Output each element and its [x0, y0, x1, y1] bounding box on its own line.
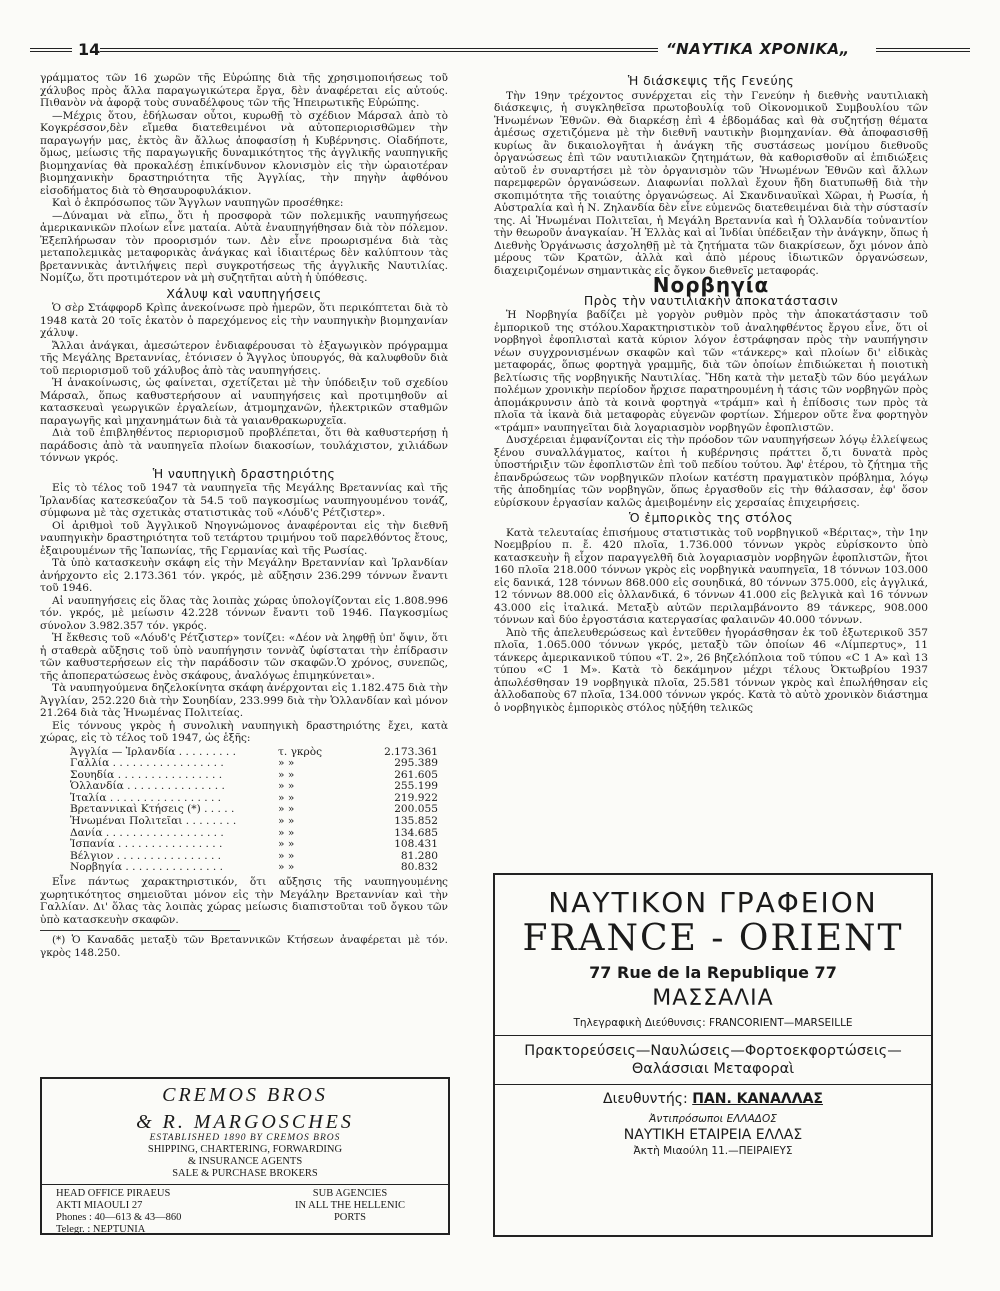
unit-cell: τ. γκρὸς — [278, 745, 323, 758]
country-cell: Σουηδία . . . . . . . . . . . . . . . . — [70, 768, 223, 781]
unit-cell: » » — [278, 849, 295, 862]
value-cell: 135.852 — [394, 815, 438, 828]
ad-divider — [42, 1184, 448, 1185]
page-header — [30, 40, 970, 62]
unit-cell: » » — [278, 826, 295, 839]
paragraph: Καὶ ὁ ἐκπρόσωπος τῶν Ἄγγλων ναυπηγῶν προσέθηκε: — [52, 197, 344, 209]
ad-services-3: SALE & PURCHASE BROKERS — [172, 1168, 318, 1179]
country-cell: Ἀγγλία — Ἰρλανδία . . . . . . . . . — [70, 745, 237, 758]
header-rule-middle — [100, 48, 658, 52]
value-cell: 81.280 — [400, 849, 438, 862]
paragraph: Ἡ ἔκθεσις τοῦ «Λόυδ'ς Ρέτζιστερ» τονίζει: «Δέον νὰ ληφθῇ ὑπ' ὄψιν, ὅτι ἡ σταθερὰ αὔξησις τοῦ ὑπὸ ναυπήγησιν τοννὰζ ὑφίσταται τὴν ἐπίδρασιν τῶν καθυστερήσεων εἰς τὴν παράδοσιν τῶν σκαφῶν.Ὁ χρόνος, συνεπῶς, τῆς ἀποπερατώσεως ἑνὸς σκάφους, ἀναλόγως ἐπιμηκύνεται». — [40, 632, 448, 682]
tonnage-table — [40, 747, 448, 875]
ad-representatives-label: Ἀντιπρόσωποι ΕΛΛΑΔΟΣ — [649, 1113, 777, 1125]
country-cell: Νορβηγία . . . . . . . . . . . . . . . — [70, 861, 224, 874]
paragraph: Δυσχέρειαι ἐμφανίζονται εἰς τὴν πρόοδον τῶν ναυπηγήσεων λόγῳ ἐλλείψεως ξένου συναλλάγματος, καίτοι ἡ κυβέρνησις πράττει ὅ,τι δυνατὰ πρὸς ὑποστήριξιν τῶν ἐφοπλιστῶν ἐπὶ τοῦ πεδίου τούτου. Ἀφ' ἑτέρου, τὸ ζήτημα τῆς ἐπανδρώσεως τῶν νορβηγικῶν πλοίων κατέστη πραγματικὸν πρόβλημα, λόγῳ τῆς ἀποδημίας τῶν νορβηγῶν, ὅπως ἐργασθοῦν εἰς τὴν θάλασσαν, ἐφ' ὅσον εὑρίσκουν ἐργασίαν καλῶς ἀμειβομένην εἰς χερσαίας ἐπιχειρήσεις. — [494, 434, 928, 509]
section-heading: Ὁ ἐμπορικὸς της στόλος — [629, 510, 793, 525]
cremos-bros-advertisement — [40, 1077, 450, 1235]
right-column — [494, 72, 928, 714]
country-cell: Ἰταλία . . . . . . . . . . . . . . . . . — [70, 791, 222, 804]
ad-telegraph: Telegr. : NEPTUNIA — [56, 1224, 146, 1235]
paragraph: Τὰ ναυπηγούμενα δηζελοκίνητα σκάφη ἀνέρχονται εἰς 1.182.475 διὰ τὴν Ἀγγλίαν, 252.220 διὰ τὴν Σουηδίαν, 233.999 διὰ τὴν Ὁλλανδίαν καὶ μόνον 21.264 διὰ τὰς Ἡνωμένας Πολιτείας. — [40, 682, 448, 719]
section-heading: Ἡ ναυπηγικὴ δραστηριότης — [152, 465, 336, 481]
unit-cell: » » — [278, 780, 295, 793]
paragraph: Τὰ ὑπὸ κατασκευὴν σκάφη εἰς τὴν Μεγάλην Βρεταννίαν καὶ Ἰρλανδίαν ἀνήρχοντο εἰς 2.173.361 τόν. γκρός, μὲ αὔξησιν 236.299 τόννων ἔναντι τοῦ 1946. — [40, 557, 448, 594]
value-cell: 80.832 — [400, 861, 438, 874]
country-cell: Γαλλία . . . . . . . . . . . . . . . . . — [70, 757, 224, 770]
page-number: 14 — [78, 40, 101, 59]
ad-divider — [495, 1084, 931, 1085]
footnote: (*) Ὁ Καναδᾶς μεταξὺ τῶν Βρεταννικῶν Κτήσεων ἀναφέρεται μὲ τόν. γκρὸς 148.250. — [40, 934, 448, 959]
value-cell: 108.431 — [394, 838, 438, 851]
unit-cell: » » — [278, 815, 295, 828]
ad-services: Πρακτορεύσεις—Ναυλώσεις—Φορτοεκφορτώσεις—Θαλάσσιαι Μεταφοραὶ — [524, 1043, 902, 1077]
ad-text: HEAD OFFICE PIRAEUS — [56, 1188, 171, 1199]
paragraph: Οἱ ἀριθμοὶ τοῦ Ἀγγλικοῦ Νηογνώμονος ἀναφέρονται εἰς τὴν διεθνῆ ναυπηγικὴν δραστηριότητα τοῦ τετάρτου τριμήνου τοῦ παρελθόντος ἔτους, ἐξαιρουμένων τῆς Ἰαπωνίας, τῆς Γερμανίας καὶ τῆς Ρωσίας. — [40, 519, 448, 557]
paragraph: —Μέχρις ὅτου, ἐδήλωσαν οὗτοι, κυρωθῇ τὸ σχέδιον Μάρσαλ ἀπὸ τὸ Κογκρέσσον,δὲν εἴμεθα διατεθειμένοι νὰ αὐτοπεριορισθῶμεν τὴν παραγωγήν μας, ἐκτὸς ἂν ἄλλως ἀποφασίσῃ ἡ Κυβέρνησις. Οἱαδήποτε, ὅμως, μείωσις τῆς παραγωγικῆς δυναμικότητος τῆς ἀγγλικῆς ναυπηγικῆς βιομηχανίας θὰ προκαλέσῃ ἐπικίνδυνον κλονισμὸν εἰς τὴν ὡραιοτέραν βιομηχανικὴν δραστηριότητα τῆς Ἀγγλίας, τὴν πηγὴν ἀφθόνου εἰσοδήματος διὰ τὸ Θησαυροφυλάκιον. — [40, 109, 448, 197]
ad-text: IN ALL THE HELLENIC — [295, 1200, 405, 1211]
value-cell: 255.199 — [394, 780, 438, 793]
unit-cell: » » — [278, 838, 295, 851]
table-row — [40, 758, 448, 770]
country-cell: Βέλγιον . . . . . . . . . . . . . . . . — [70, 849, 222, 862]
value-cell: 2.173.361 — [384, 745, 438, 758]
value-cell: 295.389 — [394, 757, 438, 770]
value-cell: 219.922 — [394, 791, 438, 804]
ad-text: AKTI MIAOULI 27 — [56, 1200, 143, 1211]
ad-text: PORTS — [333, 1212, 367, 1223]
table-row — [40, 862, 448, 874]
paragraph: Κατὰ τελευταίας ἐπισήμους στατιστικὰς τοῦ νορβηγικοῦ «Βέριτας», τὴν 1ην Νοεμβρίου π. ἔ. 420 πλοῖα, 1.736.000 τόννων γκρὸς εὑρίσκοντο ὑπὸ κατασκευὴν ἢ εἶχον παραγγελθῆ διὰ λογαριασμὸν νορβηγῶν ἐφοπλιστῶν, ἤτοι 160 πλοῖα 218.000 τόννων γκρὸς εἰς νορβηγικὰ ναυπηγεῖα, 18 τόννων 103.000 εἰς δανικά, 128 τόννων 868.000 εἰς σουηδικά, 80 τόννων 375.000, εἰς ἀγγλικά, 12 τόννων 88.000 εἰς ὁλλανδικά, 6 τόννων 41.000 εἰς βελγικὰ καὶ 16 τόννων 43.000 εἰς ἰταλικά. Μεταξὺ αὐτῶν περιλαμβάνοντο 89 τάνκερς, 908.000 τόννων καὶ δύο ἐργοστάσια κατεργασίας φαλαινῶν 40.000 τόννων. — [494, 526, 928, 626]
country-cell: Βρεταννικαὶ Κτήσεις (*) . . . . . — [70, 803, 235, 816]
table-row — [40, 816, 448, 828]
country-cell: Ἡνωμέναι Πολιτεῖαι . . . . . . . . — [70, 815, 237, 828]
unit-cell: » » — [278, 803, 295, 816]
paragraph: Αἱ ναυπηγήσεις εἰς ὅλας τὰς λοιπὰς χώρας ὑπολογίζονται εἰς 1.808.996 τόν. γκρός, μὲ μείωσιν 42.228 τόννων ἔναντι τοῦ 1946. Παγκοσμίως σύνολον 3.982.357 τόν. γκρός. — [40, 594, 448, 632]
magazine-title: “ΝΑΥΤΙΚΑ ΧΡΟΝΙΚΑ„ — [666, 40, 850, 58]
value-cell: 134.685 — [394, 826, 438, 839]
ad-telegraph: Τηλεγραφικὴ Διεύθυνσις: FRANCORIENT—MARSEILLE — [573, 1017, 853, 1029]
ad-company-name: CREMOS BROS — [162, 1084, 328, 1106]
ad-heading: ΝΑΥΤΙΚΟΝ ΓΡΑΦΕΙΟΝ — [548, 886, 878, 919]
france-orient-advertisement — [493, 873, 933, 1237]
ad-city: ΜΑΣΣΑΛΙΑ — [652, 986, 774, 1011]
paragraph: Ὁ σὲρ Στάφφορδ Κρὶπς ἀνεκοίνωσε πρὸ ἡμερῶν, ὅτι περικόπτεται διὰ τὸ 1948 κατὰ 20 τοῖς ἑκατὸν ὁ παρεχόμενος εἰς τὴν ναυπηγικὴν βιομηχανίαν χάλυψ. — [40, 302, 448, 339]
ad-divider — [495, 1035, 931, 1036]
header-rule-left — [30, 48, 72, 52]
left-column — [40, 72, 448, 959]
ad-company-name: FRANCE - ORIENT — [522, 918, 904, 959]
ad-representatives-address: Ἀκτὴ Μιαούλη 11.—ΠΕΙΡΑΙΕΥΣ — [633, 1145, 793, 1157]
paragraph: Διὰ τοῦ ἐπιβληθέντος περιορισμοῦ προβλέπεται, ὅτι θὰ καθυστερήσῃ ἡ παράδοσις ἀπὸ τὰ ναυπηγεῖα πλοίων διακοσίων, τουλάχιστον, χιλιάδων τόννων γκρός. — [40, 427, 448, 464]
country-cell: Ὁλλανδία . . . . . . . . . . . . . . . — [70, 780, 225, 793]
country-cell: Ἰσπανία . . . . . . . . . . . . . . . . — [70, 838, 223, 851]
ad-director — [495, 1091, 931, 1107]
ad-text: SUB AGENCIES — [312, 1188, 388, 1199]
paragraph: Ἡ ἀνακοίνωσις, ὡς φαίνεται, σχετίζεται μὲ τὴν ὑπόδειξιν τοῦ σχεδίου Μάρσαλ, ὅπως καθυστερήσουν αἱ ναυπηγήσεις καὶ προτιμηθοῦν αἱ κατασκευαὶ γεωργικῶν ἐργαλείων, ἀτμομηχανῶν, ἠλεκτρικῶν σταθμῶν παραγωγῆς καὶ μηχανημάτων διὰ τὰ γαιανθρακωρυχεῖα. — [40, 377, 448, 427]
ad-head-office — [42, 1188, 252, 1236]
paragraph: Ἄλλαι ἀνάγκαι, ἀμεσώτερον ἐνδιαφέρουσαι τὸ ἐξαγωγικὸν πρόγραμμα τῆς Μεγάλης Βρεταννίας, ἐτόνισεν ὁ Ἄγγλος ὑπουργός, θὰ καλυφθοῦν διὰ τοῦ περιορισμοῦ τοῦ χάλυβος ἀπὸ τὰς ναυπηγήσεις. — [40, 339, 448, 377]
paragraph: Εἰς τόννους γκρὸς ἡ συνολικὴ ναυπηγικὴ δραστηριότης ἔχει, κατὰ χώρας, εἰς τὸ τέλος τοῦ 1947, ὡς ἑξῆς: — [40, 719, 448, 744]
paragraph: γράμματος τῶν 16 χωρῶν τῆς Εὐρώπης διὰ τῆς χρησιμοποιήσεως τοῦ χάλυβος πρὸς ἄλλα παραγωγικώτερα ἔργα, δὲν ἀναφέρεται εἰς αὐτούς. Πιθανὸν νὰ ἀφορᾷ τοὺς συναδέλφους τῶν τῆς Ἠπειρωτικῆς Εὐρώπης. — [40, 72, 448, 109]
section-subheading: Πρὸς τὴν ναυτιλιακὴν ἀποκατάστασιν — [583, 292, 839, 308]
ad-services: SHIPPING, CHARTERING, FORWARDING — [147, 1144, 343, 1155]
section-heading: Χάλυψ καὶ ναυπηγήσεις — [166, 285, 322, 301]
unit-cell: » » — [278, 768, 295, 781]
country-heading: Νορβηγία — [652, 273, 770, 297]
paragraph: Εἶνε πάντως χαρακτηριστικόν, ὅτι αὔξησις τῆς ναυπηγουμένης χωρητικότητος σημειοῦται μόνον εἰς τὴν Μεγάλην Βρεταννίαν καὶ τὴν Γαλλίαν. Δι' ὅλας τὰς λοιπὰς χώρας μείωσις διαπιστοῦται τοῦ ὄγκου τῶν ὑπὸ κατασκευὴν σκαφῶν. — [40, 876, 448, 926]
paragraph: Ἀπὸ τῆς ἀπελευθερώσεως καὶ ἐντεῦθεν ἠγοράσθησαν ἐκ τοῦ ἐξωτερικοῦ 357 πλοῖα, 1.065.000 τόννων γκρός, μεταξὺ τῶν ὁποίων 46 «Λίμπερτυς», 11 τάνκερς ἀμερικανικοῦ τύπου «Τ. 2», 26 βηζελόπλοια τοῦ τύπου «C 1 A» καὶ 13 τύπου «C 1 M». Κατὰ τὸ δεκάμηνον μέχρι τέλους Ὀκτωβρίου 1937 ἀπωλέσθησαν 19 νορβηγικὰ πλοῖα, 25.581 τόννων γκρὸς καὶ ἐπωλήθησαν εἰς ἀλλοδαποὺς 67 πλοῖα, 134.000 τόννων γκρός. Κατὰ τὸ αὐτὸ χρονικὸν διάστημα ὁ νορβηγικὸς ἐμπορικὸς στόλος ηὐξήθη τελικῶς — [494, 626, 928, 714]
unit-cell: » » — [278, 861, 295, 874]
paragraph: —Δύναμαι νὰ εἴπω, ὅτι ἡ προσφορὰ τῶν πολεμικῆς ναυπηγήσεως ἀμερικανικῶν πλοίων εἶνε ματαία. Αὐτὰ ἐναυπηγήθησαν διὰ τὸν πόλεμον. Ἐξεπλήρωσαν τὸν προορισμόν των. Δὲν εἶνε προωρισμένα διὰ τὰς μεταπολεμικὰς μεταφορικὰς ἀνάγκας καὶ ἰδιαιτέρως δὲν καλύπτουν τὰς βρεταννικὰς ἀντιλήψεις περὶ συγκροτήσεως τῆς ἀγγλικῆς Ναυτιλίας. Νομίζω, ὅτι προτιμότερον νὰ μὴ συζητῆται αὐτὴ ἡ ὑπόθεσις. — [40, 209, 448, 284]
ad-address: 77 Rue de la Republique 77 — [589, 963, 837, 982]
ad-representatives-name: ΝΑΥΤΙΚΗ ΕΤΑΙΡΕΙΑ ΕΛΛΑΣ — [623, 1127, 803, 1143]
paragraph: Ἡ Νορβηγία βαδίζει μὲ γοργὸν ρυθμὸν πρὸς τὴν ἀποκατάστασιν τοῦ ἐμπορικοῦ της στόλου.Χαρακτηριστικὸν τοῦ ἀναληφθέντος ἔργου εἶνε, ὅτι οἱ νορβηγοὶ ἐφοπλισταὶ κατὰ κύριον λόγον ἐστράφησαν πρὸς τὴν ναυπήγησιν νέων συγχρονισμένων σκαφῶν καὶ τῶν «τάνκερς» καὶ πλοίων δι' εἰδικὰς μεταφοράς, ὅπως φορτηγὰ γραμμῆς, διὰ τῶν ὁποίων ἐπιδιώκεται ἡ ποιοτικὴ βελτίωσις τῆς νορβηγικῆς Ναυτιλίας. Ἤδη κατὰ τὴν μεταξὺ τῶν δύο μεγάλων πολέμων χρονικὴν περίοδον ἤρχισε παρατηρουμένη ἡ τάσις τῶν νορβηγῶν πρὸς ἀπομάκρυνσιν ἀπὸ τὰ κοινὰ φορτηγὰ «τράμπ» καὶ ἡ ἐπίδοσις των πρὸς τὰ πλοῖα τὰ ἱκανὰ διὰ μεταφορὰς εὐγενῶν φορτίων. Σήμερον οὔτε ἕνα φορτηγὸν «τράμπ» ναυπηγεῖται διὰ λογαριασμὸν νορβηγῶν ἐφοπλιστῶν. — [494, 309, 928, 434]
country-cell: Δανία . . . . . . . . . . . . . . . . . . — [70, 826, 224, 839]
unit-cell: » » — [278, 791, 295, 804]
value-cell: 261.605 — [394, 768, 438, 781]
header-rule-right — [876, 48, 970, 52]
paragraph: Τὴν 19ην τρέχοντος συνέρχεται εἰς τὴν Γενεύην ἡ διεθνὴς ναυτιλιακὴ διάσκεψις, ἡ συγκληθεῖσα πρωτοβουλίᾳ τοῦ Οἰκονομικοῦ Συμβουλίου τῶν Ἡνωμένων Ἐθνῶν. Θὰ διαρκέσῃ ἐπὶ 4 ἑβδομάδας καὶ θὰ συζητήσῃ θέματα ἀμέσως σχετιζόμενα μὲ τὴν διεθνῆ ναυτικὴν βιομηχανίαν. Θὰ ἀποφασισθῇ κυρίως ἂν δικαιολογῆται ἡ ἀνάγκη τῆς συστάσεως μονίμου διεθνοῦς ὀργανώσεως ἐπὶ τῶν ναυτιλιακῶν ζητημάτων, θὰ καθορισθοῦν αἱ ἐπιδιώξεις αὐτοῦ ἐν συναρτήσει μὲ τὸν ὀργανισμὸν τῶν Ἡνωμένων Ἐθνῶν καὶ ἄλλων παρεμφερῶν ὀργανώσεων. Διαφωνίαι πολλαὶ ἔχουν ἤδη διατυπωθῇ διὰ τὴν σκοπιμότητα τῆς τοιαύτης ὀργανώσεως. Αἱ Σκανδιναυϊκαὶ Χῶραι, ἡ Ρωσία, ἡ Αὐστραλία καὶ ἡ Ν. Ζηλανδία δὲν εἶνε εὐμενῶς διατεθειμέναι διὰ τὴν σύστασίν της. Αἱ Ἡνωμέναι Πολιτεῖαι, ἡ Μεγάλη Βρεταννία καὶ ἡ Ὁλλανδία τοὐναντίον τὴν θεωροῦν ἀναγκαίαν. Ἡ Ἑλλὰς καὶ αἱ Ἰνδίαι ὑπέδειξαν τὴν ἀνάγκην, ὅπως ἡ Διεθνὴς Ὀργάνωσις ἀσχοληθῇ μὲ τὰ ζητήματα τῶν διακρίσεων, ὄχι μόνον ἀπὸ μέρους τῶν Κρατῶν, ἀλλὰ καὶ ἀπὸ μέρους ἰδιωτικῶν ὀργανώσεων, διαχειριζομένων σημαντικὰς εἰς ὄγκον διεθνεῖς μεταφοράς. — [494, 89, 928, 277]
value-cell: 200.055 — [394, 803, 438, 816]
ad-contact-row — [42, 1188, 448, 1236]
section-heading: Ἡ διάσκεψις τῆς Γενεύης — [627, 73, 795, 88]
footnote-rule — [40, 930, 240, 931]
ad-company-name-2: & R. MARGOSCHES — [136, 1111, 354, 1133]
director-name: ΠΑΝ. ΚΑΝΑΛΛΑΣ — [692, 1091, 823, 1107]
unit-cell: » » — [278, 757, 295, 770]
ad-phones: Phones : 40—613 & 43—860 — [56, 1212, 182, 1223]
ad-established: ESTABLISHED 1890 BY CREMOS BROS — [149, 1133, 341, 1143]
paragraph: Εἰς τὸ τέλος τοῦ 1947 τὰ ναυπηγεῖα τῆς Μεγάλης Βρεταννίας καὶ τῆς Ἰρλανδίας κατεσκεύαζον τὰ 54.5 τοῦ παγκοσμίως ναυπηγουμένου τονάζ, σύμφωνα μὲ τὰς σχετικὰς στατιστικὰς τοῦ «Λόυδ'ς Ρέτζιστερ». — [40, 482, 448, 519]
director-label: Διευθυντής: — [603, 1091, 688, 1107]
ad-sub-agencies — [252, 1188, 448, 1236]
ad-services-2: & INSURANCE AGENTS — [187, 1156, 303, 1167]
